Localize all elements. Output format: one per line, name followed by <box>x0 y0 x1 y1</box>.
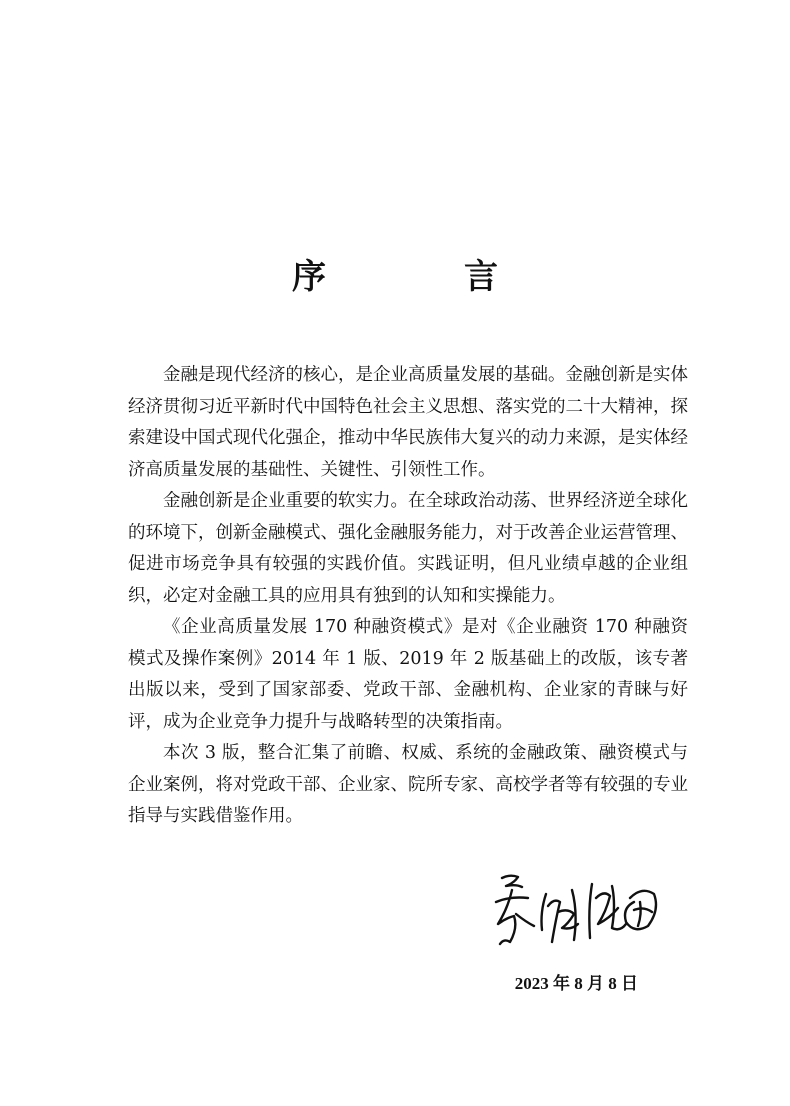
preface-body <box>128 360 688 833</box>
paragraph-1: 金融是现代经济的核心，是企业高质量发展的基础。金融创新是实体经济贯彻习近平新时代中国特色社会主义思想、落实党的二十大精神，探索建设中国式现代化强企，推动中华民族伟大复兴的动力来源，是实体经济高质量发展的基础性、关键性、引领性工作。 <box>128 365 688 480</box>
handwritten-signature-icon <box>488 868 664 956</box>
paragraph-4: 本次 3 版，整合汇集了前瞻、权威、系统的金融政策、融资模式与企业案例，将对党政干部、企业家、院所专家、高校学者等有较强的专业指导与实践借鉴作用。 <box>128 743 688 826</box>
paragraph-2: 金融创新是企业重要的软实力。在全球政治动荡、世界经济逆全球化的环境下，创新金融模式、强化金融服务能力，对于改善企业运营管理、促进市场竞争具有较强的实践价值。实践证明，但凡业绩卓越的企业组织，必定对金融工具的应用具有独到的认知和实操能力。 <box>128 491 688 606</box>
page-title: 序 言 <box>292 256 550 297</box>
date: 2023 年 8 月 8 日 <box>514 974 638 993</box>
paragraph-3: 《企业高质量发展 170 种融资模式》是对《企业融资 170 种融资模式及操作案例》2014 年 1 版、2019 年 2 版基础上的改版，该专著出版以来，受到了国家部委、党政干部、金融机构、企业家的青睐与好评，成为企业竞争力提升与战略转型的决策指南。 <box>128 617 688 732</box>
